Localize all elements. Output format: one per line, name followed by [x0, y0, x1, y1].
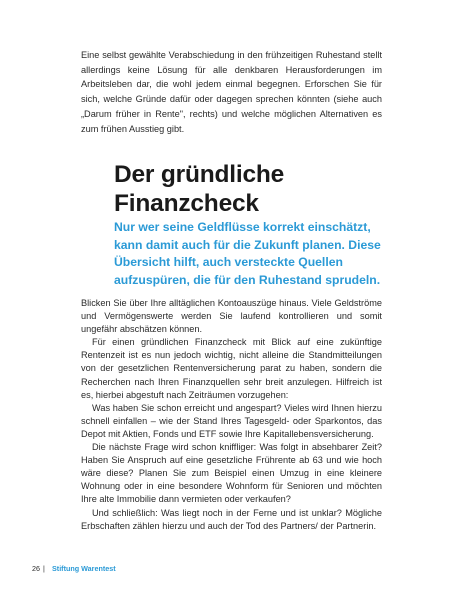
page-number: 26	[32, 564, 40, 573]
body-paragraph: Und schließlich: Was liegt noch in der Ferne und ist unklar? Mögliche Erbschaften zählen hierzu und auch der Tod des Partners/ der Partnerin.	[81, 507, 382, 531]
body-paragraph: Für einen gründlichen Finanzcheck mit Blick auf eine zukünftige Rentenzeit ist es nun jedoch wichtig, nicht alleine die Standmitteilungen von der gesetzlichen Rentenversicherung parat zu haben, sondern die Recherchen nach Ihren Finanzquellen sehr breit anzulegen. Hilfreich ist es, hierbei abgestuft nach Zeiträumen vorzugehen:	[81, 337, 382, 400]
body-paragraph: Die nächste Frage wird schon kniffliger: Was folgt in absehbarer Zeit? Haben Sie Anspruch auf eine gesetzliche Frührente ab 63 und wie hoch wäre diese? Planen Sie zum Beispiel einen Umzug in eine kleinere Wohnung oder in eine besondere Wohnform für Senioren und möchten Ihre alte Immobilie dann vermieten oder verkaufen?	[81, 442, 382, 505]
lead-paragraph: Nur wer seine Geldflüsse korrekt einschätzt, kann damit auch für die Zukunft planen. Diese Übersicht hilft, auch versteckte Quellen aufzuspüren, die für den Ruhestand sprudeln.	[114, 220, 381, 287]
body-paragraph: Was haben Sie schon erreicht und angespart? Vieles wird Ihnen hierzu schnell einfallen – wie der Stand Ihres Tagesgeld- oder Sparkontos, das Depot mit Aktien, Fonds und ETF sowie Ihre Kapitallebensversicherung.	[81, 402, 382, 439]
footer-brand: Stiftung Warentest	[52, 564, 116, 573]
body-text	[81, 297, 382, 533]
intro-paragraph: Eine selbst gewählte Verabschiedung in den frühzeitigen Ruhestand stellt allerdings keine Lösung für alle denkbaren Herausforderungen im Arbeitsleben dar, die wohl jedem einmal begegnen. Erforschen Sie für sich, welche Gründe dafür oder dagegen sprechen könnten (siehe auch „Darum früher in Rente", rechts) und welche möglichen Alternativen es zum frühen Ausstieg gibt.	[81, 50, 382, 134]
section-headline: Der gründliche Finanzcheck	[114, 161, 285, 217]
body-paragraph: Blicken Sie über Ihre alltäglichen Kontoauszüge hinaus. Viele Geldströme und Vermögenswerte werden Sie laufend kontrollieren und somit ungefähr abschätzen können.	[81, 298, 382, 335]
footer-separator: |	[43, 564, 45, 573]
